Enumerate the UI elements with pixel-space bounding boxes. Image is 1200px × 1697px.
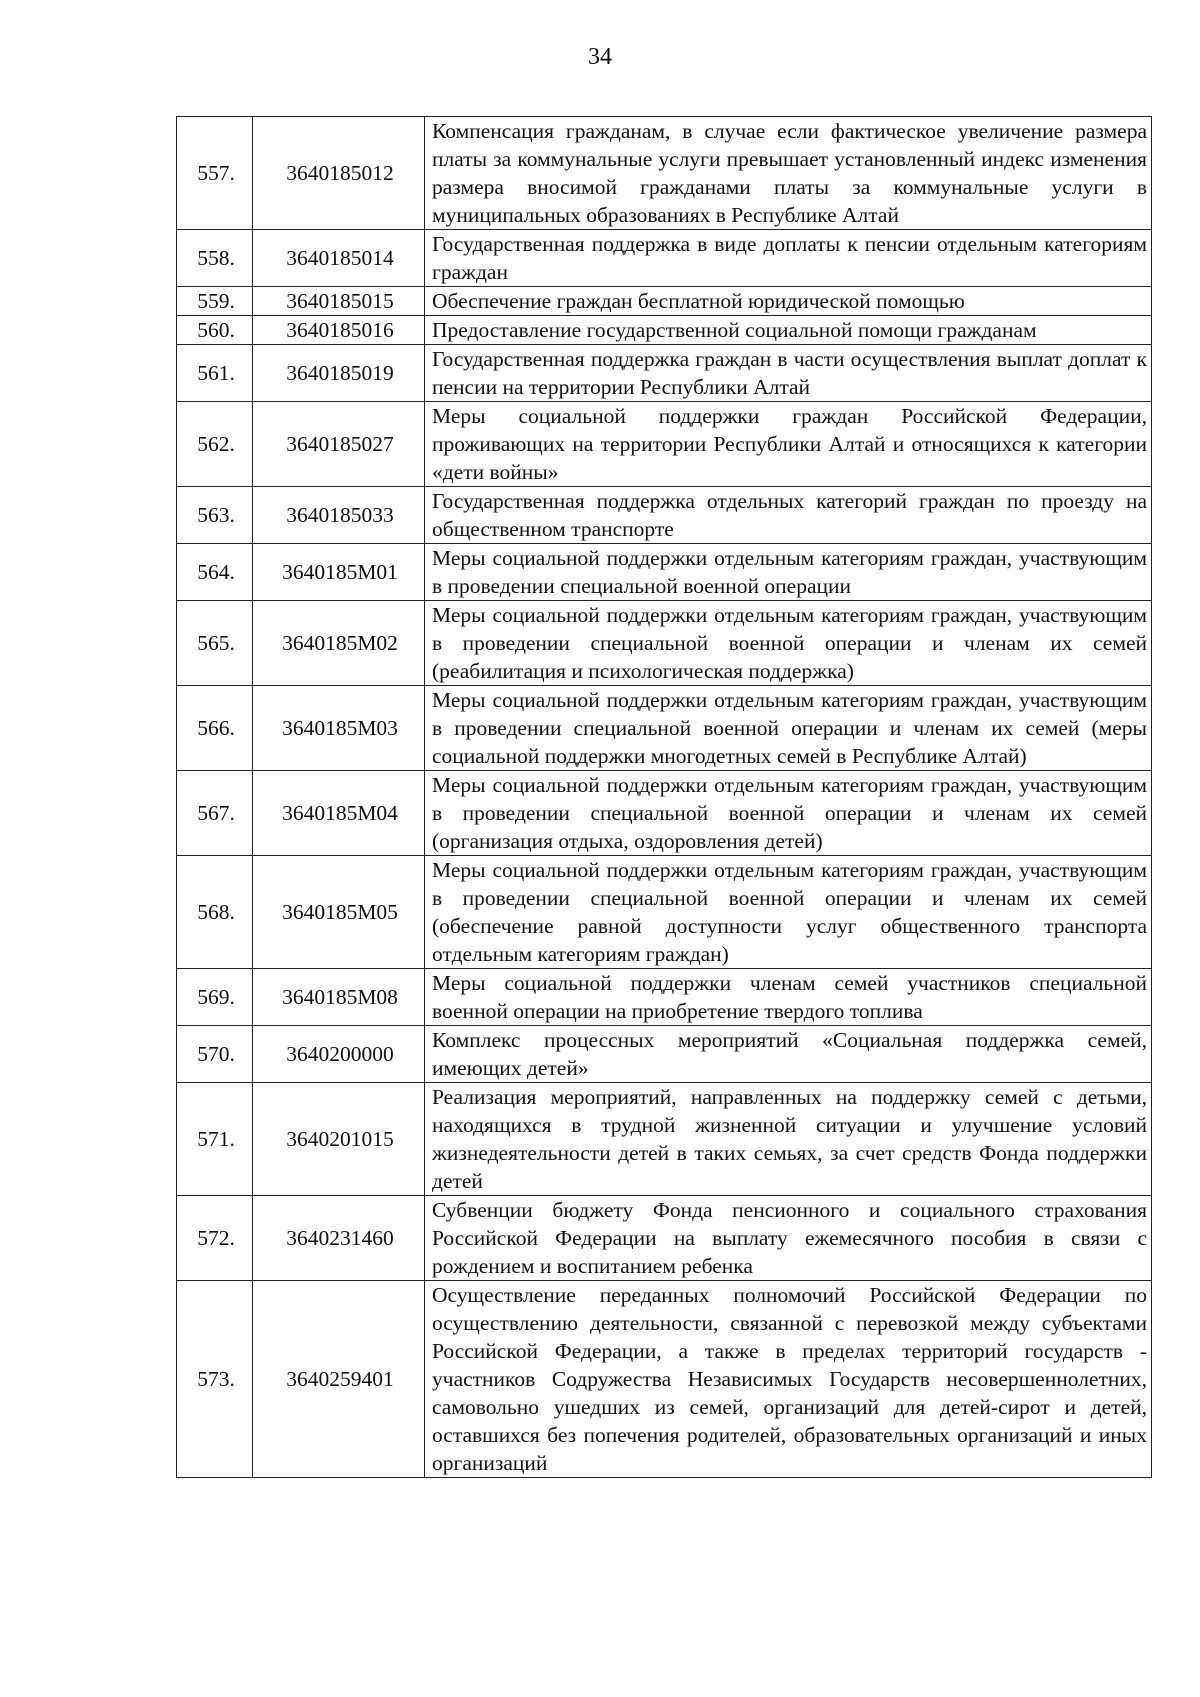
row-code: 3640185012 bbox=[253, 117, 425, 230]
row-number: 564. bbox=[177, 544, 253, 601]
row-code: 3640185015 bbox=[253, 287, 425, 316]
row-description: Субвенции бюджету Фонда пенсионного и социального страхования Российской Федерации на выплату ежемесячного пособия в связи с рождением и воспитанием ребенка bbox=[425, 1196, 1152, 1281]
table-row bbox=[177, 969, 1152, 1026]
row-description: Государственная поддержка граждан в части осуществления выплат доплат к пенсии на территории Республики Алтай bbox=[425, 345, 1152, 402]
row-number: 569. bbox=[177, 969, 253, 1026]
row-description: Меры социальной поддержки отдельным категориям граждан, участвующим в проведении специальной военной операции и членам их семей (организация отдыха, оздоровления детей) bbox=[425, 771, 1152, 856]
row-code: 3640259401 bbox=[253, 1281, 425, 1478]
row-description: Меры социальной поддержки отдельным категориям граждан, участвующим в проведении специальной военной операции и членам их семей (меры социальной поддержки многодетных семей в Республике Алтай) bbox=[425, 686, 1152, 771]
row-number: 559. bbox=[177, 287, 253, 316]
page-number: 34 bbox=[588, 44, 612, 70]
table-row bbox=[177, 544, 1152, 601]
table-row bbox=[177, 1196, 1152, 1281]
row-description: Меры социальной поддержки отдельным категориям граждан, участвующим в проведении специальной военной операции и членам их семей (обеспечение равной доступности услуг общественного транспорта отдельным категориям граждан) bbox=[425, 856, 1152, 969]
row-number: 561. bbox=[177, 345, 253, 402]
table-row bbox=[177, 402, 1152, 487]
row-code: 3640231460 bbox=[253, 1196, 425, 1281]
row-description: Осуществление переданных полномочий Российской Федерации по осуществлению деятельности, связанной с перевозкой между субъектами Российской Федерации, а также в пределах территорий государств - участников Содружества Независимых Государств несовершеннолетних, самовольно ушедших из семей, организаций для детей-сирот и детей, оставшихся без попечения родителей, образовательных организаций и иных организаций bbox=[425, 1281, 1152, 1478]
row-code: 3640185019 bbox=[253, 345, 425, 402]
row-code: 3640185М01 bbox=[253, 544, 425, 601]
row-number: 565. bbox=[177, 601, 253, 686]
row-code: 3640201015 bbox=[253, 1083, 425, 1196]
row-number: 572. bbox=[177, 1196, 253, 1281]
row-code: 3640185М03 bbox=[253, 686, 425, 771]
table-row bbox=[177, 601, 1152, 686]
row-number: 562. bbox=[177, 402, 253, 487]
table-row bbox=[177, 1083, 1152, 1196]
row-description: Меры социальной поддержки граждан Российской Федерации, проживающих на территории Республики Алтай и относящихся к категории «дети войны» bbox=[425, 402, 1152, 487]
table-row bbox=[177, 287, 1152, 316]
table-row bbox=[177, 771, 1152, 856]
budget-classification-table bbox=[176, 116, 1152, 1478]
table-row bbox=[177, 1026, 1152, 1083]
row-description: Предоставление государственной социальной помощи гражданам bbox=[425, 316, 1152, 345]
row-code: 3640185016 bbox=[253, 316, 425, 345]
row-code: 3640185М08 bbox=[253, 969, 425, 1026]
row-number: 557. bbox=[177, 117, 253, 230]
table-row bbox=[177, 487, 1152, 544]
row-number: 570. bbox=[177, 1026, 253, 1083]
table-row bbox=[177, 686, 1152, 771]
table-body bbox=[177, 117, 1152, 1478]
row-number: 566. bbox=[177, 686, 253, 771]
row-description: Меры социальной поддержки отдельным категориям граждан, участвующим в проведении специальной военной операции и членам их семей (реабилитация и психологическая поддержка) bbox=[425, 601, 1152, 686]
table-row bbox=[177, 117, 1152, 230]
row-number: 563. bbox=[177, 487, 253, 544]
row-description: Обеспечение граждан бесплатной юридической помощью bbox=[425, 287, 1152, 316]
table-row bbox=[177, 230, 1152, 287]
row-description: Меры социальной поддержки членам семей участников специальной военной операции на приобретение твердого топлива bbox=[425, 969, 1152, 1026]
row-code: 3640185027 bbox=[253, 402, 425, 487]
table-row bbox=[177, 345, 1152, 402]
row-number: 571. bbox=[177, 1083, 253, 1196]
row-code: 3640185М04 bbox=[253, 771, 425, 856]
row-description: Меры социальной поддержки отдельным категориям граждан, участвующим в проведении специальной военной операции bbox=[425, 544, 1152, 601]
row-description: Компенсация гражданам, в случае если фактическое увеличение размера платы за коммунальные услуги превышает установленный индекс изменения размера вносимой гражданами платы за коммунальные услуги в муниципальных образованиях в Республике Алтай bbox=[425, 117, 1152, 230]
row-description: Государственная поддержка отдельных категорий граждан по проезду на общественном транспорте bbox=[425, 487, 1152, 544]
row-description: Государственная поддержка в виде доплаты к пенсии отдельным категориям граждан bbox=[425, 230, 1152, 287]
row-description: Реализация мероприятий, направленных на поддержку семей с детьми, находящихся в трудной жизненной ситуации и улучшение условий жизнедеятельности детей в таких семьях, за счет средств Фонда поддержки детей bbox=[425, 1083, 1152, 1196]
table-row bbox=[177, 316, 1152, 345]
row-number: 558. bbox=[177, 230, 253, 287]
row-code: 3640200000 bbox=[253, 1026, 425, 1083]
row-number: 567. bbox=[177, 771, 253, 856]
row-code: 3640185М02 bbox=[253, 601, 425, 686]
row-number: 573. bbox=[177, 1281, 253, 1478]
row-code: 3640185014 bbox=[253, 230, 425, 287]
table-row bbox=[177, 856, 1152, 969]
row-description: Комплекс процессных мероприятий «Социальная поддержка семей, имеющих детей» bbox=[425, 1026, 1152, 1083]
row-code: 3640185033 bbox=[253, 487, 425, 544]
row-number: 568. bbox=[177, 856, 253, 969]
row-number: 560. bbox=[177, 316, 253, 345]
table-row bbox=[177, 1281, 1152, 1478]
row-code: 3640185М05 bbox=[253, 856, 425, 969]
